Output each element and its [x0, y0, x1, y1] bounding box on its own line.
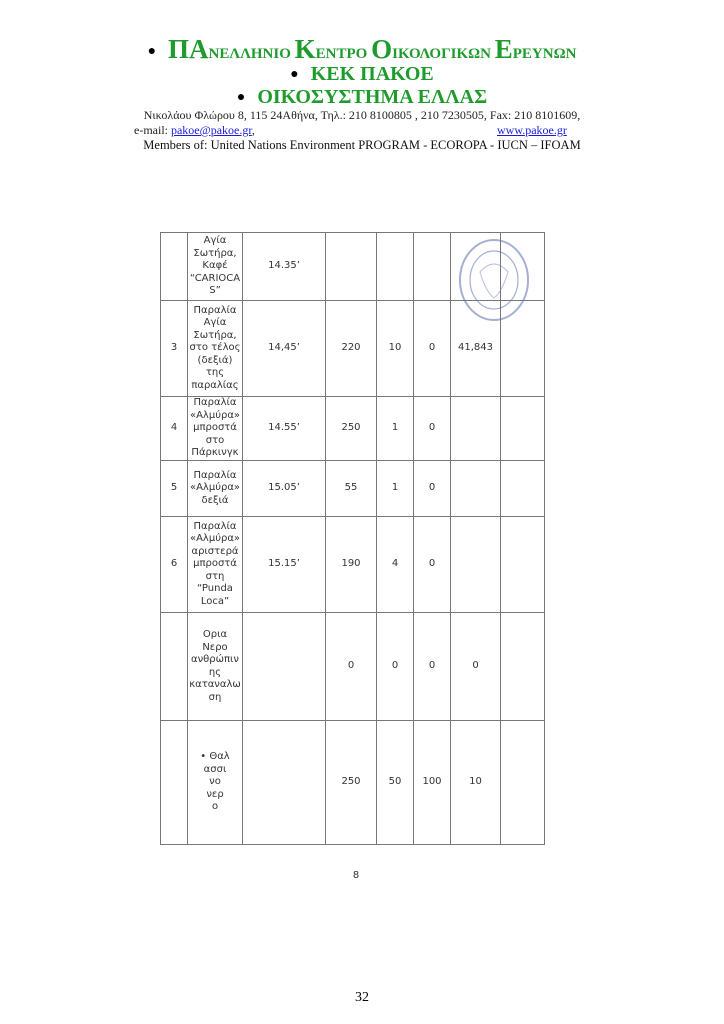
- email-link[interactable]: pakoe@pakoe.gr: [170, 123, 252, 137]
- location-line: Παραλία: [193, 469, 237, 481]
- time-cell: [243, 613, 326, 721]
- value-cell: 0: [414, 397, 451, 461]
- memberships-line: Members of: United Nations Environment PROGRAM - ECOROPA - IUCN – IFOAM: [143, 138, 581, 152]
- location-line: καταναλω: [189, 679, 241, 690]
- bullet: ●: [290, 67, 299, 83]
- location-line: μπροστά: [193, 422, 237, 434]
- value-cell: [326, 233, 377, 301]
- location-line: “Punda: [197, 583, 233, 595]
- value-cell: 220: [326, 301, 377, 397]
- location-line: Πάρκινγκ: [191, 447, 239, 459]
- location-line: Αγία: [203, 235, 227, 247]
- value-cell: [501, 397, 545, 461]
- table-row: [161, 721, 545, 845]
- value-cell: 0: [414, 301, 451, 397]
- org-subtitle: ● ΚΕΚ ΠΑΚΟΕ: [290, 63, 434, 85]
- time-cell: 15.15’: [243, 517, 326, 613]
- value-cell: 250: [326, 397, 377, 461]
- value-cell: 250: [326, 721, 377, 845]
- time-cell: [243, 721, 326, 845]
- location-line: ο: [211, 801, 219, 813]
- time-cell: 15.05’: [243, 461, 326, 517]
- value-cell: 190: [326, 517, 377, 613]
- stamp-seal: [455, 236, 533, 324]
- org-program: ● ΟΙΚΟΣΥΣΤΗΜΑ ΕΛΛΑΣ: [236, 86, 488, 108]
- location-line: Σωτήρα,: [193, 247, 237, 259]
- value-cell: [501, 517, 545, 613]
- scan-page-number: 8: [352, 870, 360, 881]
- value-cell: 0: [377, 613, 414, 721]
- row-number-cell: 5: [161, 461, 188, 517]
- location-line: Παραλία: [193, 520, 237, 532]
- bullet: ●: [147, 44, 157, 60]
- value-cell: [414, 233, 451, 301]
- location-cell: [188, 461, 243, 517]
- location-line: δεξιά: [201, 494, 229, 506]
- location-line: στη: [205, 570, 225, 582]
- location-line: Παραλία: [193, 304, 237, 316]
- location-line: «Αλμύρα»: [189, 409, 241, 421]
- location-cell: [188, 613, 243, 721]
- location-line: ση: [208, 691, 222, 703]
- value-cell: [377, 233, 414, 301]
- org-name: ● ΠΑΝΕΛΛΗΝΙΟ ΚΕΝΤΡΟ ΟΙΚΟΛΟΓΙΚΩΝ ΕΡΕΥΝΩΝ: [147, 34, 577, 64]
- location-line: • Θαλ: [200, 751, 230, 763]
- location-cell: [188, 233, 243, 301]
- value-cell: [501, 721, 545, 845]
- scanned-table-page: [160, 232, 544, 844]
- location-line: Ορια: [202, 629, 228, 640]
- value-cell: [501, 461, 545, 517]
- location-line: «Αλμύρα»: [189, 482, 241, 494]
- website-link[interactable]: www.pakoe.gr: [497, 123, 567, 137]
- value-cell: 1: [377, 461, 414, 517]
- value-cell: 0: [414, 517, 451, 613]
- location-line: Αγία: [203, 317, 227, 329]
- location-line: Loca”: [200, 595, 230, 607]
- time-cell: 14.35’: [243, 233, 326, 301]
- table-row: [161, 461, 545, 517]
- location-line: νο: [209, 776, 221, 788]
- value-cell: 1: [377, 397, 414, 461]
- location-cell: [188, 721, 243, 845]
- location-cell: [188, 517, 243, 613]
- location-line: S”: [209, 285, 221, 297]
- location-line: “CARIOCA: [189, 272, 241, 284]
- location-line: Καφέ: [202, 260, 228, 272]
- location-line: νερ: [206, 788, 224, 800]
- location-line: «Αλμύρα»: [189, 533, 241, 545]
- table-row: [161, 517, 545, 613]
- value-cell: [501, 613, 545, 721]
- row-number-cell: [161, 233, 188, 301]
- value-cell: 0: [414, 613, 451, 721]
- location-line: παραλίας: [191, 379, 239, 391]
- time-cell: 14.55’: [243, 397, 326, 461]
- location-line: μπροστά: [193, 558, 237, 570]
- value-cell: [451, 397, 501, 461]
- address-line: Νικολάου Φλώρου 8, 115 24Αθήνα, Τηλ.: 210 8100805 , 210 7230505, Fax: 210 8101609,: [143, 108, 581, 122]
- value-cell: 41,843: [451, 301, 501, 397]
- value-cell: 0: [414, 461, 451, 517]
- value-cell: 50: [377, 721, 414, 845]
- location-line: Νερο: [202, 641, 228, 653]
- location-line: της: [205, 367, 225, 379]
- value-cell: [451, 461, 501, 517]
- location-line: στο: [205, 434, 225, 446]
- value-cell: 100: [414, 721, 451, 845]
- value-cell: 10: [377, 301, 414, 397]
- location-line: στο τέλος: [189, 342, 241, 354]
- page-number: 32: [355, 990, 369, 1005]
- location-line: Σωτήρα,: [193, 329, 237, 341]
- location-line: Παραλία: [193, 397, 237, 409]
- row-number-cell: [161, 721, 188, 845]
- email-line: e-mail: pakoe@pakoe.gr,: [134, 123, 255, 137]
- table-row: [161, 613, 545, 721]
- value-cell: 0: [451, 613, 501, 721]
- time-cell: 14,45’: [243, 301, 326, 397]
- value-cell: 0: [326, 613, 377, 721]
- table-row: [161, 397, 545, 461]
- location-cell: [188, 397, 243, 461]
- location-line: ασσι: [203, 763, 227, 775]
- location-line: ης: [208, 666, 222, 678]
- value-cell: 4: [377, 517, 414, 613]
- value-cell: 10: [451, 721, 501, 845]
- location-cell: [188, 301, 243, 397]
- value-cell: 55: [326, 461, 377, 517]
- location-line: αριστερά: [191, 545, 239, 557]
- row-number-cell: 6: [161, 517, 188, 613]
- value-cell: [451, 517, 501, 613]
- row-number-cell: [161, 613, 188, 721]
- bullet: ●: [236, 90, 246, 106]
- row-number-cell: 4: [161, 397, 188, 461]
- location-line: (δεξιά): [197, 354, 233, 366]
- location-line: ανθρώπιν: [190, 654, 239, 665]
- row-number-cell: 3: [161, 301, 188, 397]
